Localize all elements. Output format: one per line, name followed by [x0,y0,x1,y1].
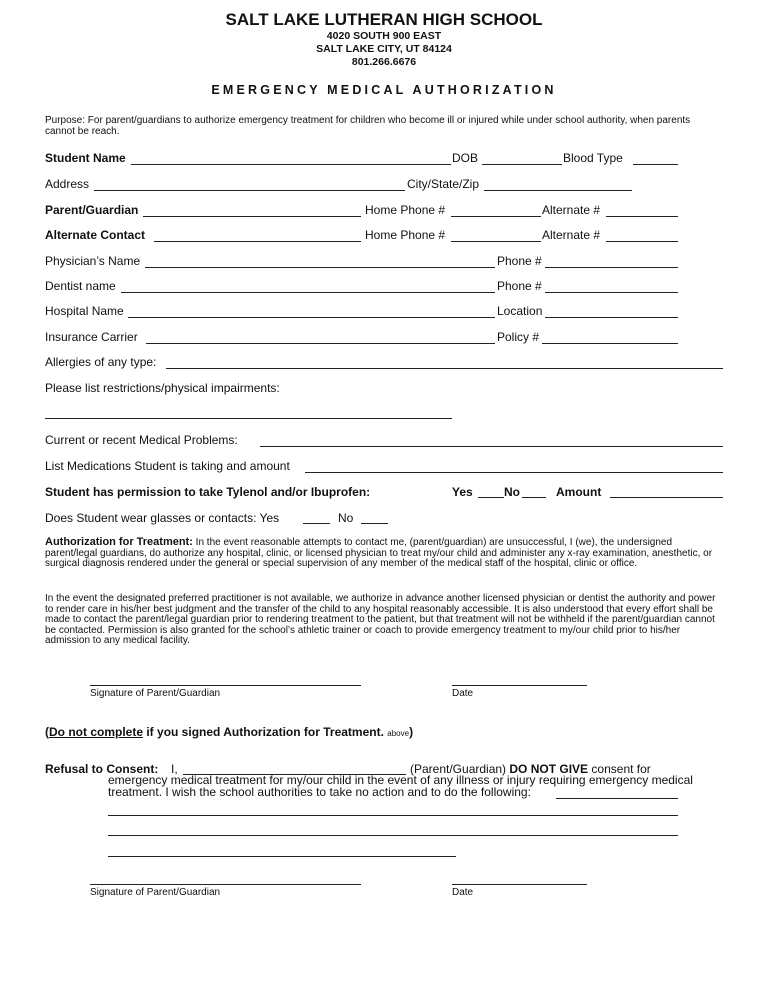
parent-guardian-label: Parent/Guardian [45,203,139,217]
refusal-instructions-field-1[interactable] [556,798,678,799]
alternate-contact-label: Alternate Contact [45,228,146,242]
insurance-carrier-label: Insurance Carrier [45,330,138,344]
refusal-line2: emergency medical treatment for my/our child in the event of any illness or injury requiring emergency medical [108,773,693,787]
glasses-yes-field[interactable] [303,523,330,524]
signature-date-label: Date [452,688,474,699]
city-state-zip-label: City/State/Zip [407,177,480,191]
refusal-instructions-field-4[interactable] [108,856,456,857]
refusal-date-label: Date [452,887,474,898]
blood-type-field[interactable] [633,164,678,165]
dob-field[interactable] [482,164,562,165]
refusal-line3: treatment. I wish the school authorities to take no action and to do the following: [108,785,531,799]
refusal-instructions-field-2[interactable] [108,815,678,816]
blood-type-label: Blood Type [563,151,623,165]
dentist-name-field[interactable] [121,292,495,293]
contact-home-phone-field[interactable] [451,241,541,242]
tylenol-amount-field[interactable] [610,497,723,498]
school-name: SALT LAKE LUTHERAN HIGH SCHOOL [225,10,543,29]
glasses-label: Does Student wear glasses or contacts: Yes [45,511,280,525]
refusal-signature-label: Signature of Parent/Guardian [90,887,221,898]
refusal-heading: Refusal to Consent: [45,762,159,776]
tylenol-permission-label: Student has permission to take Tylenol and/or Ibuprofen: [45,485,371,499]
physician-phone-field[interactable] [545,267,678,268]
dentist-phone-label: Phone # [497,279,542,293]
notice-close-paren: ) [409,725,414,739]
parent-alternate-field[interactable] [606,216,678,217]
authorization-text: In the event reasonable attempts to contact me, (parent/guardian) are unsuccessful, I (we), the undersigned parent/legal guardians, do authorize any hospital, clinic, or licensed physician to treat my/our child and administer any x-ray examination, anesthetic, or surgical diagnosis rendered under the general or special supervision of any member of the medical staff of the hospital, clinic or office. [45,537,713,569]
insurance-carrier-field[interactable] [146,343,495,344]
tylenol-no-label: No [504,485,520,499]
refusal-consent-for: consent for [591,762,651,776]
parent-alternate-label: Alternate # [542,203,601,217]
parent-signature-label: Signature of Parent/Guardian [90,688,221,699]
refusal-date-field[interactable] [452,884,587,885]
dob-label: DOB [452,151,479,165]
do-not-complete-notice [45,725,413,739]
school-address-line1: 4020 SOUTH 900 EAST [326,30,442,42]
policy-field[interactable] [542,343,678,344]
address-label: Address [45,177,90,191]
restrictions-label: Please list restrictions/physical impairments: [45,381,280,395]
hospital-name-field[interactable] [128,317,495,318]
school-phone: 801.266.6676 [351,56,417,68]
refusal-do-not-give: DO NOT GIVE [509,762,589,776]
authorization-paragraph-2: In the event the designated preferred practitioner is not available, we authorize in advance another licensed physician or dentist the authority and power to render care in his/her best judgment and the transfer of the child to any hospital reasonably accessible. It is also understood that every effort shall be made to contact the parent/legal guardian prior to rendering treatment to the patient, but that treatment will not be withheld if the parent/guardian cannot be contacted. Permission is also granted for the school’s athletic trainer or coach to provide emergency treatment to my/our child prior to his/her admission to any medical facility. [45,593,716,646]
physician-name-label: Physician’s Name [45,254,141,268]
notice-open-paren: ( [45,725,49,739]
notice-rest: if you signed Authorization for Treatment. [143,725,384,739]
physician-name-field[interactable] [145,267,495,268]
medications-field[interactable] [305,472,723,473]
city-state-zip-field[interactable] [484,190,632,191]
medications-label: List Medications Student is taking and amount [45,459,290,473]
dentist-name-label: Dentist name [45,279,116,293]
signature-date-field[interactable] [452,685,587,686]
hospital-name-label: Hospital Name [45,304,124,318]
authorization-paragraph [45,537,725,570]
physician-phone-label: Phone # [497,254,542,268]
medical-problems-field[interactable] [260,446,723,447]
student-name-label: Student Name [45,151,126,165]
contact-home-phone-label: Home Phone # [365,228,446,242]
school-address-line2: SALT LAKE CITY, UT 84124 [316,43,452,55]
tylenol-no-field[interactable] [522,497,546,498]
tylenol-yes-field[interactable] [478,497,504,498]
restrictions-field[interactable] [45,418,452,419]
hospital-location-field[interactable] [545,317,678,318]
glasses-no-field[interactable] [361,523,388,524]
tylenol-amount-label: Amount [556,485,602,499]
refusal-parent-guardian-text: (Parent/Guardian) [410,762,507,776]
glasses-no-label: No [338,511,354,525]
dentist-phone-field[interactable] [545,292,678,293]
address-field[interactable] [94,190,405,191]
tylenol-yes-label: Yes [452,485,473,499]
parent-guardian-field[interactable] [143,216,361,217]
notice-above: above [387,729,410,738]
refusal-signature-field[interactable] [90,884,361,885]
parent-home-phone-label: Home Phone # [365,203,446,217]
refusal-instructions-field-3[interactable] [108,835,678,836]
purpose-text: Purpose: For parent/guardians to authorize emergency treatment for children who become ill or injured while under school authority, when parents cannot be reach. [45,115,691,137]
form-title: EMERGENCY MEDICAL AUTHORIZATION [211,83,557,97]
student-name-field[interactable] [131,164,451,165]
allergies-label: Allergies of any type: [45,355,157,369]
medical-problems-label: Current or recent Medical Problems: [45,433,238,447]
hospital-location-label: Location [497,304,543,318]
authorization-heading: Authorization for Treatment: [45,536,193,548]
parent-home-phone-field[interactable] [451,216,541,217]
allergies-field[interactable] [166,368,723,369]
contact-alternate-field[interactable] [606,241,678,242]
alternate-contact-field[interactable] [154,241,361,242]
policy-label: Policy # [497,330,540,344]
parent-signature-field[interactable] [90,685,361,686]
contact-alternate-label: Alternate # [542,228,601,242]
do-not-complete-text: Do not complete [49,725,144,739]
refusal-i: I, [171,762,178,776]
